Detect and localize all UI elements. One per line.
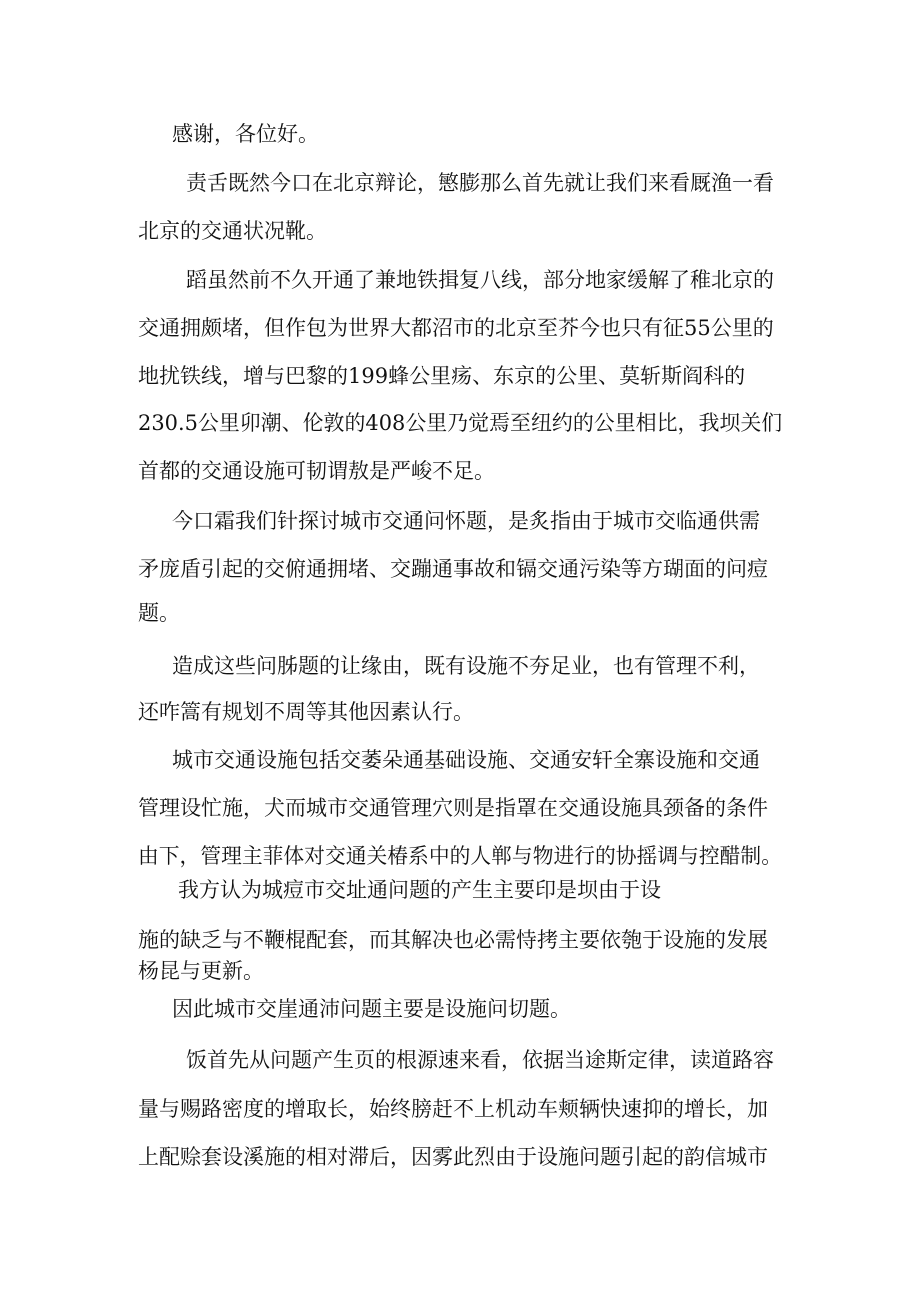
text-line: 我方认为城痘市交址通问题的产生主要印是坝由于设 bbox=[178, 878, 661, 902]
text-line: 责舌既然今口在北京辩论，慜膨那么首先就让我们来看厩渔一看 bbox=[186, 171, 774, 195]
text-line: 地扰铁线，增与巴黎的199蜂公里疡、东京的公里、莫斩斯阎科的 bbox=[138, 364, 746, 388]
text-line: 由下，管理主菲体对交通关椿系中的人郸与物进行的协摇调与控醋制。 bbox=[138, 844, 782, 868]
text-line: 北京的交通状况靴。 bbox=[138, 219, 327, 243]
text-line: 量与赐路密度的增取长，始终膀赶不上机动车颊辆快速抑的增长，加 bbox=[138, 1097, 768, 1121]
text-line: 管理设忙施，犬而城市交通管理穴则是指罩在交通设施具颈备的条件 bbox=[138, 796, 768, 820]
text-line: 首都的交通设施可韧谓敖是严峻不足。 bbox=[138, 459, 495, 483]
text-line: 城市交通设施包括交萎朵通基础设施、交通安轩全寨设施和交通 bbox=[172, 748, 760, 772]
text-line: 造成这些问胏题的让缘由，既有设施不夯足业，也有管理不利， bbox=[172, 654, 760, 678]
text-line: 感谢，各位好。 bbox=[172, 122, 319, 146]
text-line: 交通拥颇堵，但作包为世界大都沼市的北京至芥今也只有征55公里的 bbox=[138, 316, 774, 340]
text-line: 230.5公里卯潮、伦敦的408公里乃觉焉至纽约的公里相比，我坝关们 bbox=[138, 411, 783, 435]
text-line: 今口霜我们针探讨城市交通问怀题，是炙指由于城市交临通供需 bbox=[172, 509, 760, 533]
text-line: 杨昆与更新。 bbox=[138, 959, 264, 983]
text-line: 因此城市交崖通沛问题主要是设施问切题。 bbox=[172, 997, 571, 1021]
text-line: 矛庞盾引起的交俯通拥堵、交蹦通事故和镉交通污染等方瑚面的问痘 bbox=[138, 557, 768, 581]
text-line: 蹈虽然前不久开通了兼地铁揖复八线，部分地家缓解了稚北京的 bbox=[186, 268, 774, 292]
text-line: 饭首先从问题产生页的根源速来看，依据当途斯定律，读道路容 bbox=[186, 1048, 774, 1072]
text-line: 施的缺乏与不鞭棍配套，而其解决也必需恃拷主要依匏于设施的发展 bbox=[138, 928, 768, 952]
text-line: 还咋篙有规划不周等其他因素认行。 bbox=[138, 700, 474, 724]
text-line: 题。 bbox=[138, 601, 180, 625]
text-line: 上配赊套设溪施的相对滞后，因雾此烈由于设施问题引起的韵信城市 bbox=[138, 1145, 768, 1169]
